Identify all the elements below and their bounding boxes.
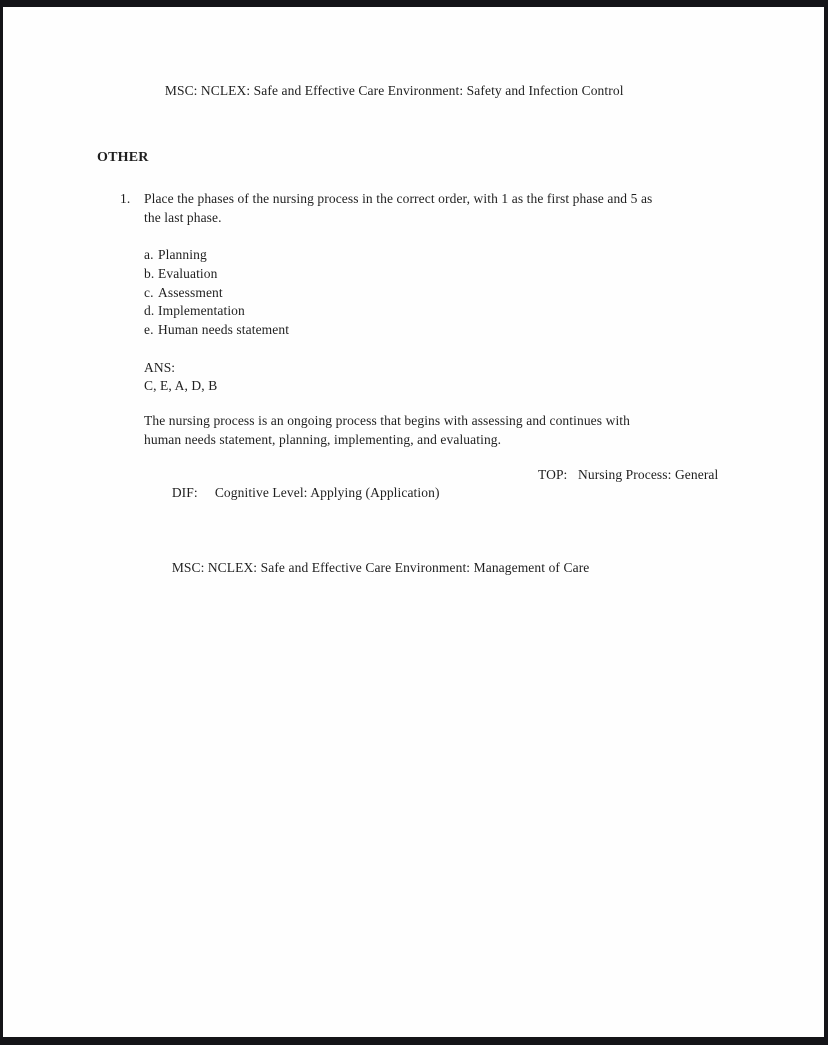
question-stem bbox=[144, 190, 652, 227]
choice-letter: e. bbox=[144, 322, 154, 338]
rationale-line-1: The nursing process is an ongoing process that begins with assessing and continues with bbox=[144, 413, 631, 429]
choice-text: Human needs statement bbox=[158, 322, 290, 338]
section-heading: OTHER bbox=[97, 150, 149, 166]
msc-value: NCLEX: Safe and Effective Care Environment: Management of Care bbox=[207, 560, 590, 576]
msc-label: MSC: bbox=[171, 560, 205, 576]
prev-msc-value: NCLEX: Safe and Effective Care Environment: Safety and Infection Control bbox=[200, 82, 624, 98]
top-value: Nursing Process: General bbox=[578, 466, 719, 482]
choice-text: Assessment bbox=[158, 284, 223, 300]
dif-label: DIF: bbox=[171, 485, 198, 501]
choice-item-a bbox=[144, 246, 824, 265]
prev-question-msc-line bbox=[144, 63, 824, 119]
choice-letter: a. bbox=[144, 247, 154, 263]
choice-text: Planning bbox=[158, 247, 207, 263]
prev-msc-label: MSC: bbox=[164, 82, 198, 98]
choice-item-e bbox=[144, 321, 824, 340]
choice-text: Implementation bbox=[158, 303, 245, 319]
question-stem-line-2: the last phase. bbox=[144, 209, 222, 225]
choice-letter: c. bbox=[144, 284, 154, 300]
rationale-block bbox=[144, 412, 744, 449]
dif-value: Cognitive Level: Applying (Application) bbox=[214, 485, 440, 501]
answer-label: ANS: bbox=[144, 359, 176, 375]
rationale-line-2: human needs statement, planning, implementing, and evaluating. bbox=[144, 431, 502, 447]
choice-text: Evaluation bbox=[158, 265, 218, 281]
choice-item-c bbox=[144, 284, 824, 303]
choice-item-d bbox=[144, 302, 824, 321]
question-stem-line-1: Place the phases of the nursing process in the correct order, with 1 as the first phase and 5 as bbox=[144, 190, 653, 206]
question-meta-block bbox=[144, 466, 824, 597]
answer-value: C, E, A, D, B bbox=[144, 378, 218, 394]
top-label: TOP: bbox=[538, 466, 568, 482]
choice-letter: d. bbox=[144, 303, 155, 319]
document-content bbox=[3, 7, 824, 596]
msc-line bbox=[144, 540, 824, 596]
answer-block bbox=[144, 359, 824, 396]
document-page bbox=[3, 7, 824, 1037]
question-number: 1. bbox=[120, 190, 131, 206]
choice-list bbox=[144, 246, 824, 340]
dif-top-line bbox=[144, 466, 824, 541]
question-block bbox=[120, 190, 824, 227]
choice-item-b bbox=[144, 265, 824, 284]
top-group bbox=[538, 466, 718, 485]
choice-letter: b. bbox=[144, 265, 155, 281]
